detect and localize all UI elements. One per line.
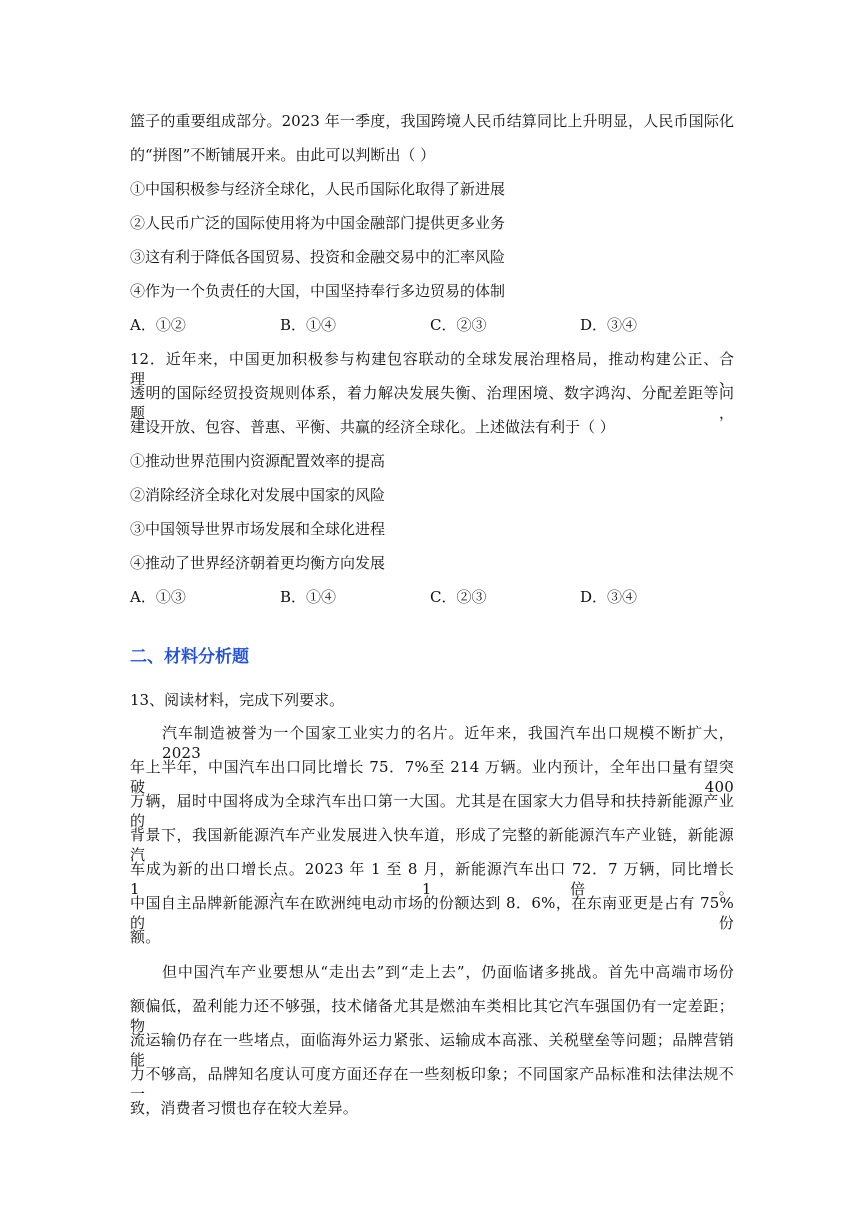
q12-statement-3: ③中国领导世界市场发展和全球化进程 bbox=[130, 520, 386, 538]
q13-para2-line-5: 致，消费者习惯也存在较大差异。 bbox=[130, 1099, 359, 1117]
q12-statement-1: ①推动世界范围内资源配置效率的提高 bbox=[130, 452, 386, 470]
q12-option-b: B．①④ bbox=[280, 588, 337, 606]
q11-statement-2: ②人民币广泛的国际使用将为中国金融部门提供更多业务 bbox=[130, 214, 506, 232]
q11-option-b: B．①④ bbox=[280, 316, 337, 334]
q13-para1-line-1: 汽车制造被誉为一个国家工业实力的名片。近年来，我国汽车出口规模不断扩大，2023 bbox=[162, 724, 734, 762]
q13-para2-line-4: 力不够高，品牌知名度认可度方面还存在一些刻板印象；不同国家产品标准和法律法规不一 bbox=[130, 1065, 734, 1103]
q12-option-c: C．②③ bbox=[430, 588, 487, 606]
q11-text-line-1: 篮子的重要组成部分。2023 年一季度，我国跨境人民币结算同比上升明显，人民币国际化 bbox=[130, 112, 734, 130]
q12-text-line-2: 透明的国际经贸投资规则体系，着力解决发展失衡、治理困境、数字鸿沟、分配差距等问题， bbox=[130, 384, 734, 422]
q11-statement-4: ④作为一个负责任的大国，中国坚持奉行多边贸易的体制 bbox=[130, 282, 506, 300]
q12-text-line-1: 12．近年来，中国更加积极参与构建包容联动的全球发展治理格局，推动构建公正、合理、 bbox=[130, 350, 734, 388]
q12-option-d: D．③④ bbox=[580, 588, 638, 606]
q13-para1-line-4: 背景下，我国新能源汽车产业发展进入快车道，形成了完整的新能源汽车产业链，新能源汽 bbox=[130, 826, 734, 864]
q13-para2-line-1: 但中国汽车产业要想从“走出去”到“走上去”，仍面临诸多挑战。首先中高端市场份 bbox=[162, 963, 734, 981]
q11-text-line-2: 的“拼图”不断铺展开来。由此可以判断出（ ） bbox=[130, 146, 436, 164]
section-heading: 二、材料分析题 bbox=[130, 647, 249, 667]
q12-statement-4: ④推动了世界经济朝着更均衡方向发展 bbox=[130, 554, 386, 572]
q13-para2-line-2: 额偏低，盈利能力还不够强，技术储备尤其是燃油车类相比其它汽车强国仍有一定差距；物 bbox=[130, 997, 734, 1035]
q11-option-c: C．②③ bbox=[430, 316, 487, 334]
q11-statement-1: ①中国积极参与经济全球化，人民币国际化取得了新进展 bbox=[130, 180, 506, 198]
q12-option-a: A．①③ bbox=[130, 588, 186, 606]
q13-para1-line-5: 车成为新的出口增长点。2023 年 1 至 8 月，新能源汽车出口 72．7 万辆，同比增长 1．1 倍。 bbox=[130, 860, 734, 898]
q11-statement-3: ③这有利于降低各国贸易、投资和金融交易中的汇率风险 bbox=[130, 248, 506, 266]
q12-statement-2: ②消除经济全球化对发展中国家的风险 bbox=[130, 486, 386, 504]
q13-prompt: 13、阅读材料，完成下列要求。 bbox=[130, 691, 345, 709]
q11-option-a: A．①② bbox=[130, 316, 186, 334]
q12-text-line-3: 建设开放、包容、普惠、平衡、共赢的经济全球化。上述做法有利于（ ） bbox=[130, 418, 615, 436]
q13-para1-line-3: 万辆，届时中国将成为全球汽车出口第一大国。尤其是在国家大力倡导和扶持新能源产业的 bbox=[130, 792, 734, 830]
q13-para1-line-6: 中国自主品牌新能源汽车在欧洲纯电动市场的份额达到 8．6%，在东南亚更是占有 75%的份 bbox=[130, 894, 734, 932]
q13-para2-line-3: 流运输仍存在一些堵点，面临海外运力紧张、运输成本高涨、关税壁垒等问题；品牌营销能 bbox=[130, 1031, 734, 1069]
q13-para1-line-7: 额。 bbox=[130, 928, 161, 946]
q11-option-d: D．③④ bbox=[580, 316, 638, 334]
q13-para1-line-2: 年上半年，中国汽车出口同比增长 75．7%至 214 万辆。业内预计，全年出口量有望突破 400 bbox=[130, 758, 734, 796]
